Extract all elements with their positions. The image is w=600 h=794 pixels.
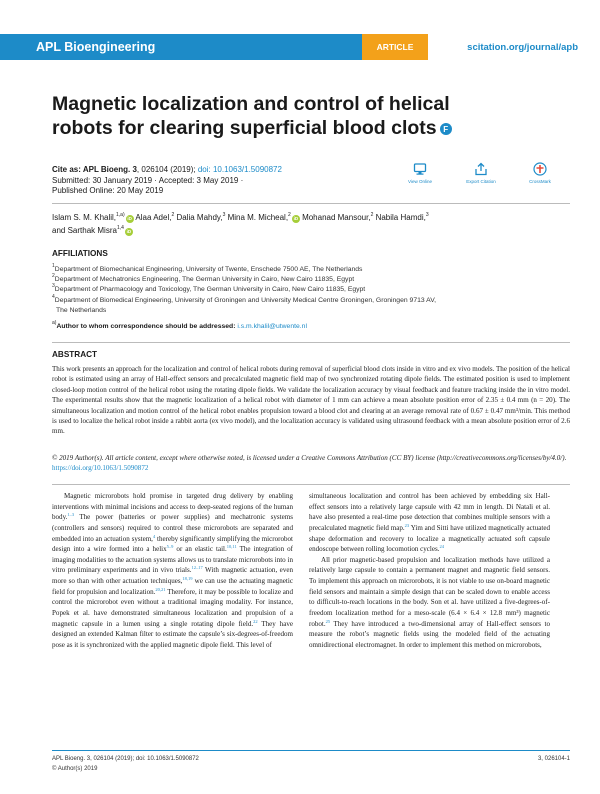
body-text-run: The integration of imaging modalities to the actuation systems allows us to translate microrobots into in vitro preliminary experiments and in vivo trials. — [52, 545, 293, 575]
journal-header — [0, 34, 600, 60]
body-text-run: They have introduced a two-dimensional array of Hall-effect sensors to measure the robot’s magnetic fields using the modeled field of the actuating omnidirectional electromagnet. In order to implement this method on microrobots, — [309, 619, 550, 649]
footer-copyright: © Author(s) 2019 — [52, 766, 98, 772]
citation-block — [52, 165, 282, 197]
featured-badge-icon: F — [440, 123, 452, 135]
affiliations-list — [52, 265, 552, 316]
affiliation-item: $^4$Department of Biomedical Engineering, University of Groningen and University Medical Centre Groningen, Groningen 9713 AV, — [52, 293, 436, 304]
affiliation-item: The Netherlands — [56, 306, 107, 314]
cite-label: Cite as: APL Bioeng. — [52, 165, 133, 174]
article-title — [52, 93, 482, 140]
export-citation-label: Export Citation — [466, 179, 496, 184]
reference-citation[interactable]: 5–9 — [166, 544, 174, 550]
dates-line: Submitted: 30 January 2019 · Accepted: 3 May 2019 · — [52, 175, 244, 185]
body-paragraph — [309, 491, 550, 555]
divider — [52, 484, 570, 485]
correspondence: $^{a)}$Author to whom correspondence should be addressed: i.s.m.khalil@utwente.nl — [52, 320, 307, 330]
reference-citation[interactable]: 20,21 — [155, 586, 166, 592]
copyright-notice: © 2019 Author(s). All article content, except where otherwise noted, is licensed under a Creative Commons Attribution (CC BY) license (http://creativecommons.org/licenses/by/4.0/). https://doi.org/10.1063/1.5090872 — [52, 454, 567, 473]
monitor-icon — [413, 162, 427, 176]
view-online-button[interactable] — [400, 162, 440, 184]
cite-rest: , 026104 (2019); — [136, 165, 198, 174]
body-text-run: simultaneous localization and control has been achieved by embedding six Hall-effect sensors into a relatively large capsule with 42 mm in length. Di Natali et al. have also presented a real-time pose detection that combines multiple sensors with a precalculated magnetic field map. — [309, 492, 550, 532]
body-text-run: Yim and Sitti have utilized magnetically actuated shape deformation and recovery to localize a magnetically actuated soft capsule endoscope between rolling locomotion cycles. — [309, 523, 550, 554]
cite-doi-link[interactable]: doi: 10.1063/1.5090872 — [197, 165, 282, 174]
orcid-icon[interactable]: iD — [293, 216, 299, 221]
author[interactable]: Alaa Adel,$^2$ — [135, 212, 175, 222]
author-line-1 — [52, 211, 552, 224]
reference-citation[interactable]: 10,11 — [226, 544, 237, 550]
reference-citation[interactable]: 18,19 — [182, 576, 193, 581]
author-line-2: and Sarthak Misra$^{1,4}$iD — [52, 225, 132, 235]
body-paragraph — [52, 491, 293, 650]
export-citation-button[interactable] — [461, 162, 501, 184]
email-link[interactable]: i.s.m.khalil@utwente.nl — [237, 323, 307, 330]
body-text-run: Therefore, it may be possible to localize and control the microrobot even without a traditional imaging modality. For instance, Popek et al. have demonstrated simultaneous localization and propulsion of a magnetic capsule in a lumen using a single rotating dipole field. — [52, 587, 293, 628]
view-online-label: View Online — [408, 179, 432, 184]
footer-rule — [52, 750, 570, 751]
abstract-text: This work presents an approach for the localization and control of helical robots during removal of superficial blood clots inside in vitro and ex vivo models. The position of the helical robot is estimated using an array of Hall-effect sensors and precalculated magnetic field map of two synchronized rotating dipole fields. The estimated position is used to implement closed-loop motion control of the helical robot using the rotating dipole fields. We validate the localization accuracy by visual feedback and feature tracking inside the in vitro model. The experimental results show that the magnetic localization of a helical robot with diameter of 1 mm can achieve a mean absolute position error of 2.35 ± 0.4 mm (n = 20). The simultaneous localization and motion control of the helical robot enables propulsion toward a blood clot and clearing at an average removal rate of 0.67 ± 0.47 mm³/min. This method is used to localize the helical robot inside a rabbit aorta (ex vivo model), and the localization accuracy is validated using ultrasound feedback with a mean absolute position error of 2.6 mm. — [52, 365, 570, 436]
body-paragraphs — [309, 491, 550, 650]
body-text-run: With magnetic actuation, even more so than with other actuation techniques, — [52, 566, 293, 585]
journal-name: APL Bioengineering — [0, 34, 362, 60]
body-text-run: They have designed an extended Kalman filter to estimate the capsule’s six-degrees-of-freedom pose as it is synchronized with the applied magnetic dipole field. This level of — [52, 619, 293, 649]
body-text-run: All prior magnetic-based propulsion and localization methods have utilized a relatively large capsule to contain a permanent magnet and magnetic field sensors. To implement this approach on microrobots, it is not viable to use on-board magnetic field sensors and maintain a simple design that can be scaled down to enable access to difficult-to-reach locations in the body. Son et al. have utilized a five-degrees-of-freedom localization method for a meso-scale (6.4 × 6.4 × 12.8 mm³) magnetic robot. — [309, 555, 550, 628]
abstract-heading: ABSTRACT — [52, 350, 98, 359]
affiliation-item: $^1$Department of Biomechanical Engineering, University of Twente, Enschede 7500 AE, The Netherlands — [52, 263, 363, 273]
body-column-right — [309, 491, 550, 650]
export-icon — [474, 162, 488, 176]
reference-citation[interactable]: 1–3 — [67, 512, 75, 518]
journal-url[interactable]: scitation.org/journal/apb — [467, 41, 578, 53]
published-line: Published Online: 20 May 2019 — [52, 186, 164, 195]
reference-citation[interactable]: 12–17 — [191, 565, 203, 571]
body-text-run: we can use the actuating magnetic field for propulsion and localization. — [52, 577, 293, 596]
author[interactable]: Mina M. Micheal,$^2$iD — [227, 212, 299, 222]
author[interactable]: Dalia Mahdy,$^3$ — [176, 212, 226, 222]
orcid-icon[interactable]: iD — [126, 229, 132, 234]
article-title-text: Magnetic localization and control of helical robots for clearing superficial blood clots — [52, 93, 450, 139]
body-text-run: or an elastic tail. — [173, 545, 227, 554]
body-paragraph — [309, 555, 550, 651]
crossmark-label: CrossMark — [529, 179, 551, 184]
divider — [52, 203, 570, 204]
divider — [52, 342, 570, 343]
crossmark-button[interactable] — [520, 162, 560, 184]
affiliations-heading: AFFILIATIONS — [52, 249, 108, 258]
body-text-run: Magnetic microrobots hold promise in targeted drug delivery by enabling interventions with minimal incisions and access to deep-seated regions of the human body. — [52, 492, 293, 522]
cite-volume: 3 — [132, 165, 137, 174]
crossmark-icon — [533, 162, 547, 176]
affiliation-item: $^2$Department of Mechatronics Engineering, The German University in Cairo, New Cairo 11835, Egypt — [52, 273, 355, 284]
author[interactable]: Nabila Hamdi,$^3$ — [375, 212, 429, 222]
reference-citation[interactable]: 4 — [152, 533, 156, 539]
author-list — [52, 211, 552, 237]
doi-link[interactable]: https://doi.org/10.1063/1.5090872 — [52, 464, 149, 473]
footer-citation: APL Bioeng. 3, 026104 (2019); doi: 10.1063/1.5090872 — [52, 756, 199, 762]
author[interactable]: Sarthak Misra$^{1,4}$iD — [67, 225, 132, 235]
body-text-run: thereby significantly simplifying the microrobot design into a wire formed into a helix — [52, 534, 293, 554]
author[interactable]: Mohanad Mansour,$^2$ — [302, 212, 374, 222]
page-number: 3, 026104-1 — [537, 756, 570, 762]
cite-line — [52, 165, 282, 176]
body-text-run: The power (batteries or power supplies) and mechatronic systems (controllers and sensors) required to control these microrobots are separated and embedded into an actuation system, — [52, 513, 293, 543]
affiliation-item: $^3$Department of Pharmacology and Toxicology, The German University in Cairo, New Cairo 11835, Egypt — [52, 283, 366, 294]
reference-citation[interactable]: 24 — [439, 544, 445, 550]
reference-citation[interactable]: 22 — [253, 618, 258, 624]
body-column-left — [52, 491, 293, 650]
reference-citation[interactable]: 25 — [325, 618, 331, 624]
reference-citation[interactable]: 23 — [404, 522, 410, 528]
article-type: ARTICLE — [362, 34, 428, 60]
author[interactable]: Islam S. M. Khalil,$^{1,a)}$iD — [52, 212, 132, 222]
orcid-icon[interactable]: iD — [127, 216, 132, 221]
